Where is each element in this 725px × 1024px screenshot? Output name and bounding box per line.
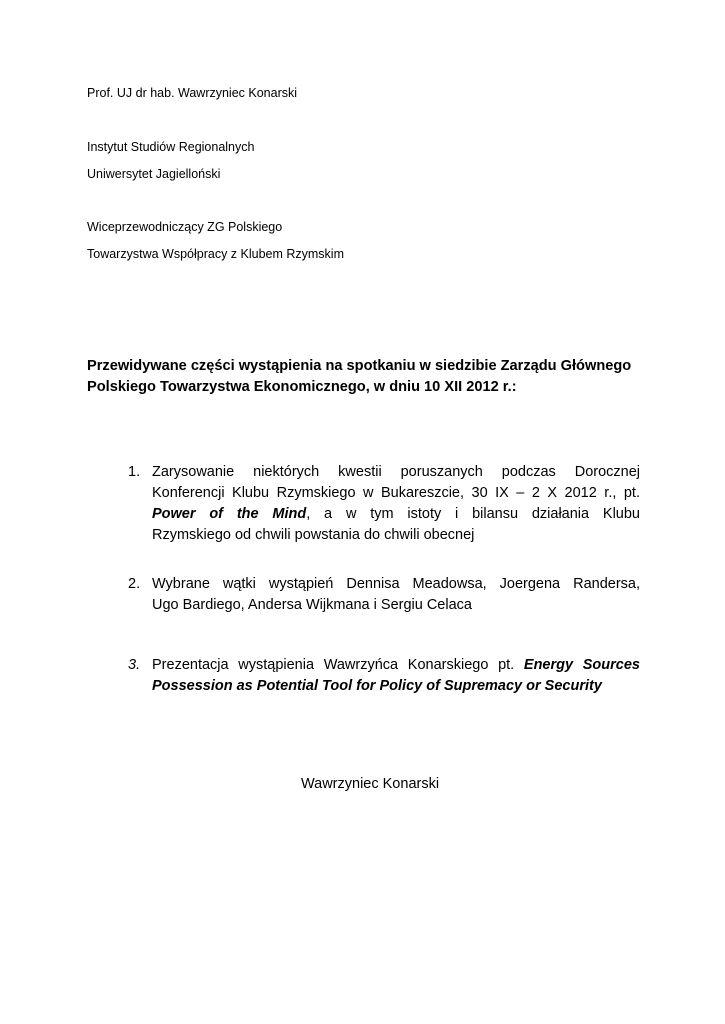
institute-name: Instytut Studiów Regionalnych <box>87 140 255 154</box>
presentation-title-part-1: Energy Sources <box>523 657 640 673</box>
list-item-text-line <box>152 504 640 525</box>
role-line-2: Towarzystwa Współpracy z Klubem Rzymskim <box>87 247 344 261</box>
list-item-number: 2. <box>128 576 141 592</box>
author-title: Prof. UJ dr hab. Wawrzyniec Konarski <box>87 86 298 100</box>
signature: Wawrzyniec Konarski <box>301 776 440 792</box>
list-item-text: Prezentacja wystąpienia Wawrzyńca Konarskiego pt. <box>152 657 524 673</box>
presentation-title-part-2: Possession as Potential Tool for Policy of Supremacy or Security <box>152 678 602 694</box>
heading-line-1: Przewidywane części wystąpienia na spotkaniu w siedzibie Zarządu Głównego <box>87 358 632 374</box>
list-item-text-line <box>152 676 640 697</box>
list-item-1 <box>128 462 640 546</box>
list-item-text: Ugo Bardiego, Andersa Wijkmana i Sergiu Celaca <box>152 597 472 613</box>
heading-line-2: Polskiego Towarzystwa Ekonomicznego, w dniu 10 XII 2012 r.: <box>87 379 517 395</box>
document-heading <box>87 356 647 398</box>
list-item-text: Zarysowanie niektórych kwestii poruszanych podczas Dorocznej <box>152 464 640 480</box>
list-item-text-line <box>152 655 640 676</box>
list-item-3 <box>128 655 640 697</box>
list-item-text: Wybrane wątki wystąpień Dennisa Meadowsa, Joergena Randersa, <box>152 576 640 592</box>
list-item-number: 3. <box>128 657 141 673</box>
list-item-text: , a w tym istoty i bilansu działania Klubu <box>306 506 640 522</box>
role-line-1: Wiceprzewodniczący ZG Polskiego <box>87 220 283 234</box>
list-item-text: Rzymskiego od chwili powstania do chwili obecnej <box>152 527 475 543</box>
university-name: Uniwersytet Jagielloński <box>87 167 221 181</box>
conference-title: Power of the Mind <box>152 506 307 522</box>
list-item-number: 1. <box>128 464 141 480</box>
list-item-text: Konferencji Klubu Rzymskiego w Bukareszcie, 30 IX – 2 X 2012 r., pt. <box>152 485 640 501</box>
list-item-2 <box>128 574 640 616</box>
